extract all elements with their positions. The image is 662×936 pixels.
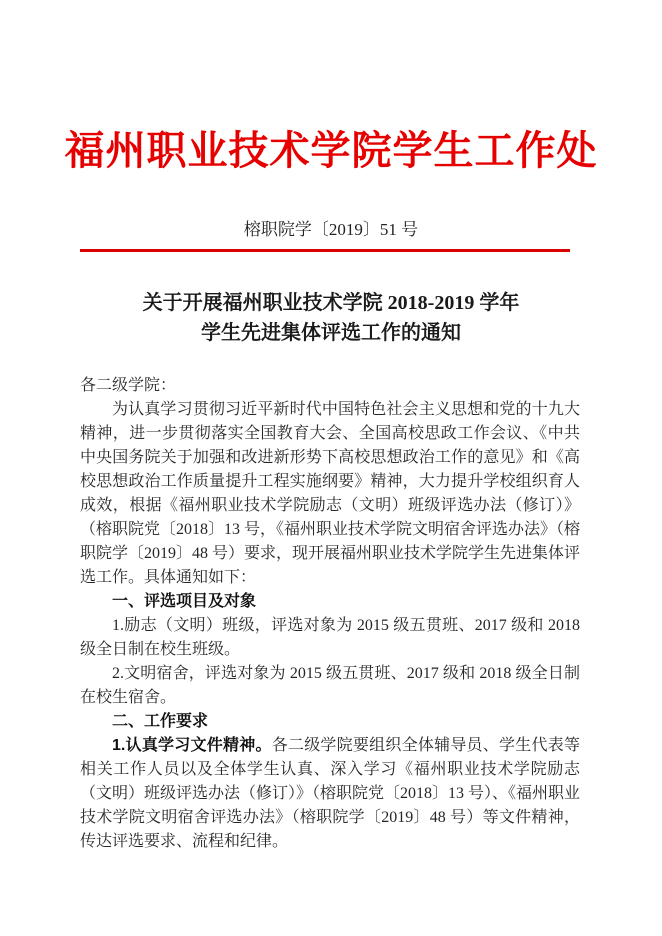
section1-item1: 1.励志（文明）班级，评选对象为 2015 级五贯班、2017 级和 2018 级全日制在校生班级。 bbox=[80, 617, 580, 658]
section2-item1-text: 各二级学院要组织全体辅导员、学生代表等相关工作人员以及全体学生认真、深入学习《福州职业技术学院励志（文明）班级评选办法（修订）》（榕职院党〔2018〕13 号）、《福州职业技术学院文明宿舍评选办法》（榕职院学〔2019〕48 号）等文件精神，传达评选要求、流程和纪律。 bbox=[80, 737, 581, 850]
section2-item1 bbox=[80, 734, 580, 854]
section2-heading: 二、工作要求 bbox=[112, 713, 209, 730]
intro-paragraph: 为认真学习贯彻习近平新时代中国特色社会主义思想和党的十九大精神，进一步贯彻落实全国教育大会、全国高校思政工作会议、《中共中央国务院关于加强和改进新形势下高校思想政治工作的意见》和《高校思想政治工作质量提升工程实施纲要》精神，大力提升学校组织育人成效，根据《福州职业技术学院励志（文明）班级评选办法（修订）》（榕职院党〔2018〕13 号，《福州职业技术学院文明宿舍评选办法》（榕职院学〔2019〕48 号）要求，现开展福州职业技术学院学生先进集体评选工作。具体通知如下： bbox=[80, 401, 581, 586]
section2-item1-lead: 1.认真学习文件精神。 bbox=[112, 737, 272, 754]
red-divider-rule bbox=[80, 249, 570, 252]
document-title bbox=[0, 288, 662, 348]
document-body bbox=[80, 374, 580, 854]
section1-item2: 2.文明宿舍，评选对象为 2015 级五贯班、2017 级和 2018 级全日制在校生宿舍。 bbox=[80, 665, 580, 706]
document-header-office-name: 福州职业技术学院学生工作处 bbox=[64, 128, 598, 173]
section1-heading: 一、评选项目及对象 bbox=[112, 593, 257, 610]
document-title-line2: 学生先进集体评选工作的通知 bbox=[201, 322, 461, 344]
document-title-line1: 关于开展福州职业技术学院 2018-2019 学年 bbox=[142, 292, 520, 314]
document-number: 榕职院学〔2019〕51 号 bbox=[243, 220, 419, 239]
salutation: 各二级学院： bbox=[80, 377, 177, 394]
